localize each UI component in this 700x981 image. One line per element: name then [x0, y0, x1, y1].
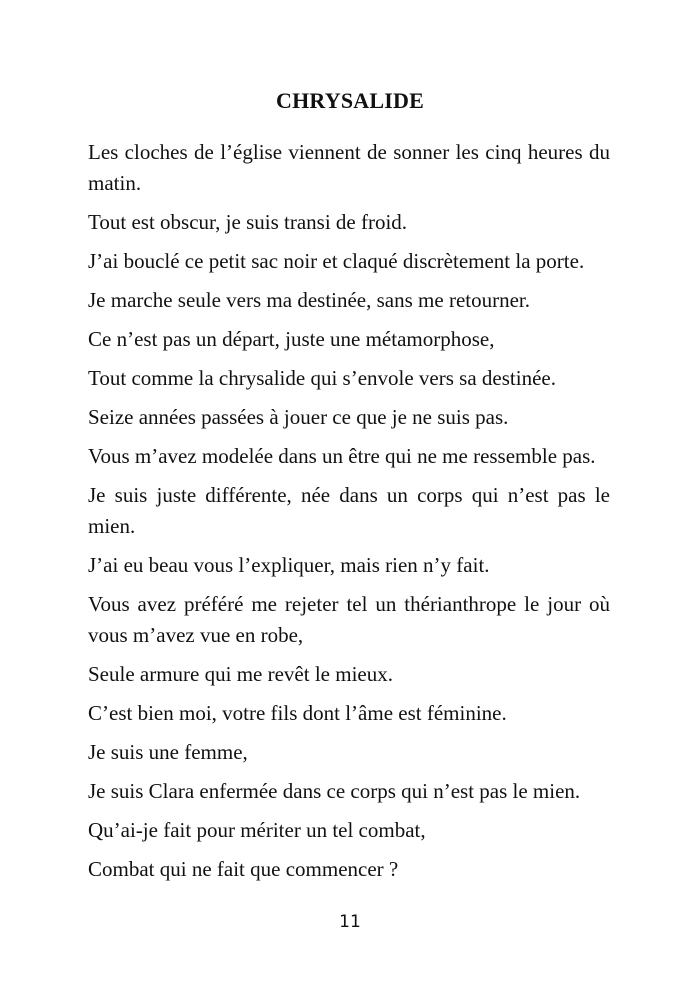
poem-title: CHRYSALIDE — [276, 88, 424, 113]
poem-line: Qu’ai-je fait pour mériter un tel combat, — [88, 818, 426, 842]
poem-line: Tout comme la chrysalide qui s’envole vers sa destinée. — [88, 366, 556, 390]
poem-line: J’ai eu beau vous l’expliquer, mais rien n’y fait. — [88, 553, 490, 577]
page-number: 11 — [339, 912, 361, 932]
poem-line: Je suis Clara enfermée dans ce corps qui n’est pas le mien. — [88, 779, 581, 803]
poem-line: Combat qui ne fait que commencer ? — [88, 857, 399, 881]
poem-line: Les cloches de l’église viennent de sonner les cinq heures du matin. — [88, 140, 610, 195]
poem-line: Seule armure qui me revêt le mieux. — [88, 662, 393, 686]
poem-body — [88, 137, 610, 893]
poem-line: Je suis juste différente, née dans un corps qui n’est pas le mien. — [88, 483, 610, 538]
poem-line: Je suis une femme, — [88, 740, 248, 764]
poem-line: Vous avez préféré me rejeter tel un thérianthrope le jour où vous m’avez vue en robe, — [88, 592, 610, 647]
poem-line: Ce n’est pas un départ, juste une métamorphose, — [88, 327, 495, 351]
poem-line: Vous m’avez modelée dans un être qui ne me ressemble pas. — [88, 444, 596, 468]
poem-line: Seize années passées à jouer ce que je ne suis pas. — [88, 405, 509, 429]
poem-line: J’ai bouclé ce petit sac noir et claqué discrètement la porte. — [88, 249, 585, 273]
poem-line: C’est bien moi, votre fils dont l’âme est féminine. — [88, 701, 507, 725]
poem-line: Tout est obscur, je suis transi de froid. — [88, 210, 408, 234]
poem-line: Je marche seule vers ma destinée, sans me retourner. — [88, 288, 530, 312]
